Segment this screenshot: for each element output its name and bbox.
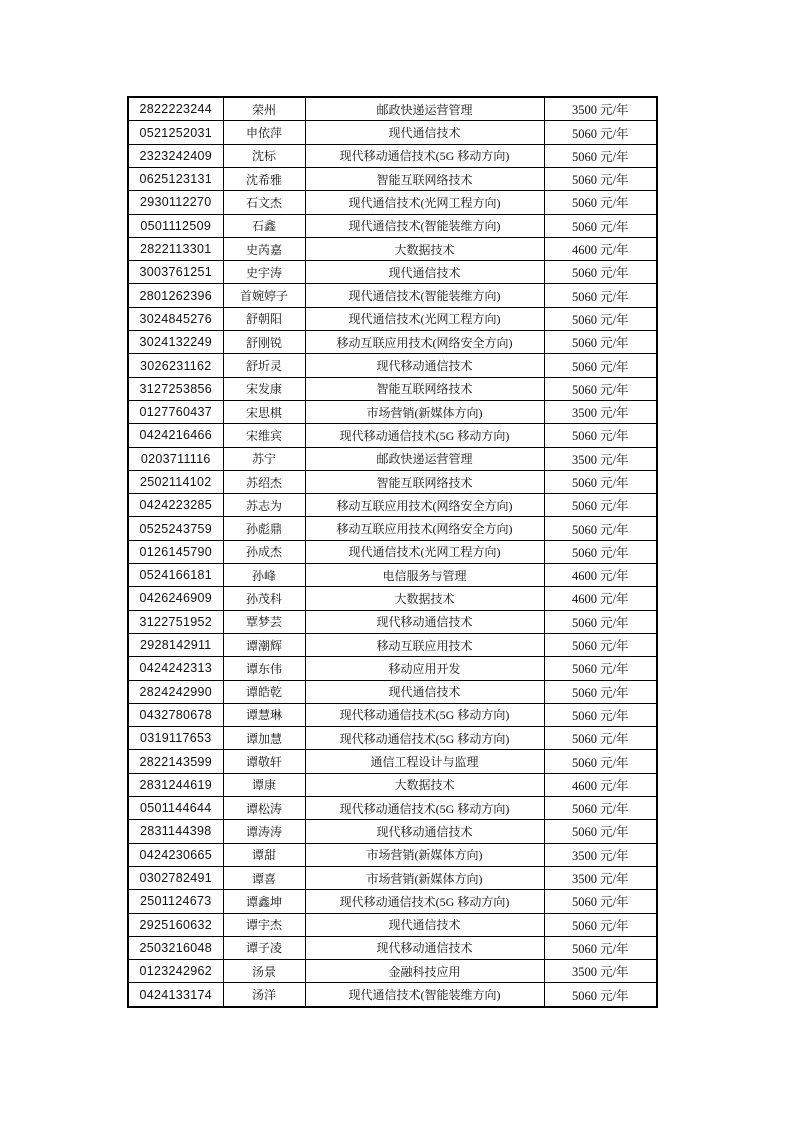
student-id-cell: 0424133174 <box>128 983 223 1007</box>
program-cell: 现代移动通信技术(5G 移动方向) <box>305 703 544 726</box>
student-id-cell: 0302782491 <box>128 866 223 889</box>
student-id-cell: 0126145790 <box>128 540 223 563</box>
student-name-cell: 宋思棋 <box>223 400 305 423</box>
fee-cell: 5060 元/年 <box>544 727 657 750</box>
program-cell: 现代移动通信技术(5G 移动方向) <box>305 144 544 167</box>
table-row <box>128 797 657 820</box>
student-id-cell: 0426246909 <box>128 587 223 610</box>
student-id-cell: 0424223285 <box>128 494 223 517</box>
program-cell: 移动互联应用技术(网络安全方向) <box>305 331 544 354</box>
student-name-cell: 孙彪鼎 <box>223 517 305 540</box>
student-id-cell: 2928142911 <box>128 633 223 656</box>
student-name-cell: 谭甜 <box>223 843 305 866</box>
student-id-cell: 2930112270 <box>128 191 223 214</box>
fee-cell: 4600 元/年 <box>544 587 657 610</box>
table-row <box>128 587 657 610</box>
fee-cell: 5060 元/年 <box>544 424 657 447</box>
table-row <box>128 494 657 517</box>
student-name-cell: 谭松涛 <box>223 797 305 820</box>
fee-cell: 3500 元/年 <box>544 400 657 423</box>
student-name-cell: 苏志为 <box>223 494 305 517</box>
table-row <box>128 307 657 330</box>
program-cell: 现代移动通信技术(5G 移动方向) <box>305 424 544 447</box>
student-id-cell: 2822113301 <box>128 237 223 260</box>
program-cell: 移动互联应用技术(网络安全方向) <box>305 494 544 517</box>
student-id-cell: 2503216048 <box>128 936 223 959</box>
student-id-cell: 0319117653 <box>128 727 223 750</box>
student-name-cell: 沈标 <box>223 144 305 167</box>
fee-cell: 5060 元/年 <box>544 750 657 773</box>
student-id-cell: 2831244619 <box>128 773 223 796</box>
table-row <box>128 517 657 540</box>
table-row <box>128 354 657 377</box>
student-id-cell: 3024845276 <box>128 307 223 330</box>
student-name-cell: 申依萍 <box>223 121 305 144</box>
program-cell: 现代移动通信技术 <box>305 936 544 959</box>
student-id-cell: 3024132249 <box>128 331 223 354</box>
student-id-cell: 3003761251 <box>128 261 223 284</box>
fee-cell: 5060 元/年 <box>544 144 657 167</box>
table-row <box>128 400 657 423</box>
table-row <box>128 843 657 866</box>
fee-cell: 5060 元/年 <box>544 797 657 820</box>
table-row <box>128 680 657 703</box>
fee-cell: 3500 元/年 <box>544 447 657 470</box>
fee-cell: 4600 元/年 <box>544 773 657 796</box>
table-row <box>128 750 657 773</box>
table-row <box>128 866 657 889</box>
fee-cell: 5060 元/年 <box>544 936 657 959</box>
student-name-cell: 荣州 <box>223 97 305 121</box>
fee-cell: 5060 元/年 <box>544 657 657 680</box>
table-row <box>128 447 657 470</box>
student-id-cell: 2925160632 <box>128 913 223 936</box>
fee-cell: 3500 元/年 <box>544 97 657 121</box>
program-cell: 市场营销(新媒体方向) <box>305 866 544 889</box>
program-cell: 智能互联网络技术 <box>305 470 544 493</box>
table-row <box>128 284 657 307</box>
student-id-cell: 0424242313 <box>128 657 223 680</box>
student-name-cell: 史芮嘉 <box>223 237 305 260</box>
table-row <box>128 168 657 191</box>
program-cell: 现代通信技术 <box>305 121 544 144</box>
program-cell: 邮政快递运营管理 <box>305 447 544 470</box>
student-name-cell: 汤景 <box>223 960 305 983</box>
student-name-cell: 覃梦芸 <box>223 610 305 633</box>
student-id-cell: 0432780678 <box>128 703 223 726</box>
table-row <box>128 144 657 167</box>
fee-cell: 3500 元/年 <box>544 866 657 889</box>
table-row <box>128 191 657 214</box>
student-name-cell: 苏绍杰 <box>223 470 305 493</box>
student-name-cell: 谭涛涛 <box>223 820 305 843</box>
fee-cell: 5060 元/年 <box>544 517 657 540</box>
fee-cell: 5060 元/年 <box>544 168 657 191</box>
table-body <box>128 97 657 1007</box>
program-cell: 现代通信技术(智能装维方向) <box>305 284 544 307</box>
student-id-cell: 2831144398 <box>128 820 223 843</box>
student-id-cell: 2822143599 <box>128 750 223 773</box>
student-id-cell: 0424230665 <box>128 843 223 866</box>
student-name-cell: 谭加慧 <box>223 727 305 750</box>
table-row <box>128 610 657 633</box>
student-id-cell: 0203711116 <box>128 447 223 470</box>
student-name-cell: 谭宇杰 <box>223 913 305 936</box>
student-id-cell: 3122751952 <box>128 610 223 633</box>
table-row <box>128 657 657 680</box>
student-id-cell: 2822223244 <box>128 97 223 121</box>
student-id-cell: 3026231162 <box>128 354 223 377</box>
student-id-cell: 0521252031 <box>128 121 223 144</box>
program-cell: 现代移动通信技术 <box>305 820 544 843</box>
student-id-cell: 0524166181 <box>128 564 223 587</box>
fee-cell: 5060 元/年 <box>544 820 657 843</box>
program-cell: 现代移动通信技术(5G 移动方向) <box>305 797 544 820</box>
student-name-cell: 苏宁 <box>223 447 305 470</box>
fee-cell: 5060 元/年 <box>544 470 657 493</box>
table-row <box>128 913 657 936</box>
fee-cell: 5060 元/年 <box>544 703 657 726</box>
fee-cell: 5060 元/年 <box>544 331 657 354</box>
student-id-cell: 0501112509 <box>128 214 223 237</box>
student-name-cell: 谭慧琳 <box>223 703 305 726</box>
student-id-cell: 2502114102 <box>128 470 223 493</box>
table-row <box>128 633 657 656</box>
fee-cell: 5060 元/年 <box>544 307 657 330</box>
table-row <box>128 377 657 400</box>
fee-cell: 5060 元/年 <box>544 191 657 214</box>
student-name-cell: 石文杰 <box>223 191 305 214</box>
student-name-cell: 谭子凌 <box>223 936 305 959</box>
fee-cell: 5060 元/年 <box>544 494 657 517</box>
fee-cell: 5060 元/年 <box>544 913 657 936</box>
fee-cell: 4600 元/年 <box>544 237 657 260</box>
program-cell: 电信服务与管理 <box>305 564 544 587</box>
table-row <box>128 261 657 284</box>
program-cell: 现代通信技术 <box>305 913 544 936</box>
program-cell: 通信工程设计与监理 <box>305 750 544 773</box>
student-id-cell: 3127253856 <box>128 377 223 400</box>
table-row <box>128 424 657 447</box>
program-cell: 智能互联网络技术 <box>305 168 544 191</box>
student-name-cell: 舒刚锐 <box>223 331 305 354</box>
fee-cell: 3500 元/年 <box>544 843 657 866</box>
student-id-cell: 2323242409 <box>128 144 223 167</box>
student-name-cell: 首婉婷子 <box>223 284 305 307</box>
student-id-cell: 0625123131 <box>128 168 223 191</box>
student-id-cell: 2824242990 <box>128 680 223 703</box>
student-name-cell: 谭康 <box>223 773 305 796</box>
student-id-cell: 2501124673 <box>128 890 223 913</box>
table-row <box>128 703 657 726</box>
program-cell: 现代通信技术(智能装维方向) <box>305 983 544 1007</box>
program-cell: 现代通信技术 <box>305 680 544 703</box>
program-cell: 现代移动通信技术 <box>305 610 544 633</box>
table-row <box>128 540 657 563</box>
program-cell: 大数据技术 <box>305 587 544 610</box>
table-row <box>128 773 657 796</box>
student-name-cell: 谭东伟 <box>223 657 305 680</box>
table-row <box>128 331 657 354</box>
program-cell: 大数据技术 <box>305 237 544 260</box>
table-row <box>128 960 657 983</box>
program-cell: 现代通信技术(光网工程方向) <box>305 540 544 563</box>
student-name-cell: 谭鑫坤 <box>223 890 305 913</box>
fee-cell: 3500 元/年 <box>544 960 657 983</box>
table-row <box>128 97 657 121</box>
student-id-cell: 0501144644 <box>128 797 223 820</box>
program-cell: 移动应用开发 <box>305 657 544 680</box>
student-id-cell: 0127760437 <box>128 400 223 423</box>
student-name-cell: 石鑫 <box>223 214 305 237</box>
program-cell: 移动互联应用技术(网络安全方向) <box>305 517 544 540</box>
program-cell: 金融科技应用 <box>305 960 544 983</box>
student-name-cell: 汤洋 <box>223 983 305 1007</box>
table-row <box>128 820 657 843</box>
student-name-cell: 史宇涛 <box>223 261 305 284</box>
student-id-cell: 0424216466 <box>128 424 223 447</box>
student-id-cell: 2801262396 <box>128 284 223 307</box>
fee-cell: 5060 元/年 <box>544 680 657 703</box>
program-cell: 现代移动通信技术 <box>305 354 544 377</box>
fee-cell: 5060 元/年 <box>544 284 657 307</box>
table-row <box>128 564 657 587</box>
program-cell: 市场营销(新媒体方向) <box>305 400 544 423</box>
student-name-cell: 孙峰 <box>223 564 305 587</box>
table-row <box>128 890 657 913</box>
student-id-cell: 0525243759 <box>128 517 223 540</box>
fee-cell: 5060 元/年 <box>544 214 657 237</box>
student-name-cell: 谭敬轩 <box>223 750 305 773</box>
table-row <box>128 727 657 750</box>
table-row <box>128 470 657 493</box>
table-row <box>128 214 657 237</box>
program-cell: 现代通信技术 <box>305 261 544 284</box>
student-name-cell: 宋维宾 <box>223 424 305 447</box>
program-cell: 现代通信技术(光网工程方向) <box>305 307 544 330</box>
program-cell: 大数据技术 <box>305 773 544 796</box>
program-cell: 智能互联网络技术 <box>305 377 544 400</box>
program-cell: 移动互联应用技术 <box>305 633 544 656</box>
program-cell: 现代移动通信技术(5G 移动方向) <box>305 727 544 750</box>
fee-cell: 5060 元/年 <box>544 121 657 144</box>
student-name-cell: 谭潮辉 <box>223 633 305 656</box>
student-name-cell: 谭喜 <box>223 866 305 889</box>
program-cell: 现代移动通信技术(5G 移动方向) <box>305 890 544 913</box>
student-id-cell: 0123242962 <box>128 960 223 983</box>
table-row <box>128 983 657 1007</box>
program-cell: 邮政快递运营管理 <box>305 97 544 121</box>
program-cell: 市场营销(新媒体方向) <box>305 843 544 866</box>
fee-cell: 5060 元/年 <box>544 354 657 377</box>
program-cell: 现代通信技术(智能装维方向) <box>305 214 544 237</box>
table-row <box>128 121 657 144</box>
fee-cell: 5060 元/年 <box>544 890 657 913</box>
student-name-cell: 孙成杰 <box>223 540 305 563</box>
table-row <box>128 237 657 260</box>
fee-cell: 5060 元/年 <box>544 633 657 656</box>
program-cell: 现代通信技术(光网工程方向) <box>305 191 544 214</box>
table-row <box>128 936 657 959</box>
fee-cell: 5060 元/年 <box>544 377 657 400</box>
student-name-cell: 谭皓乾 <box>223 680 305 703</box>
fee-cell: 5060 元/年 <box>544 540 657 563</box>
student-name-cell: 宋发康 <box>223 377 305 400</box>
fee-cell: 5060 元/年 <box>544 261 657 284</box>
student-fee-table <box>127 96 658 1008</box>
student-name-cell: 舒朝阳 <box>223 307 305 330</box>
fee-cell: 5060 元/年 <box>544 983 657 1007</box>
student-name-cell: 舒圻灵 <box>223 354 305 377</box>
student-name-cell: 孙茂科 <box>223 587 305 610</box>
fee-cell: 4600 元/年 <box>544 564 657 587</box>
fee-cell: 5060 元/年 <box>544 610 657 633</box>
student-name-cell: 沈希雅 <box>223 168 305 191</box>
